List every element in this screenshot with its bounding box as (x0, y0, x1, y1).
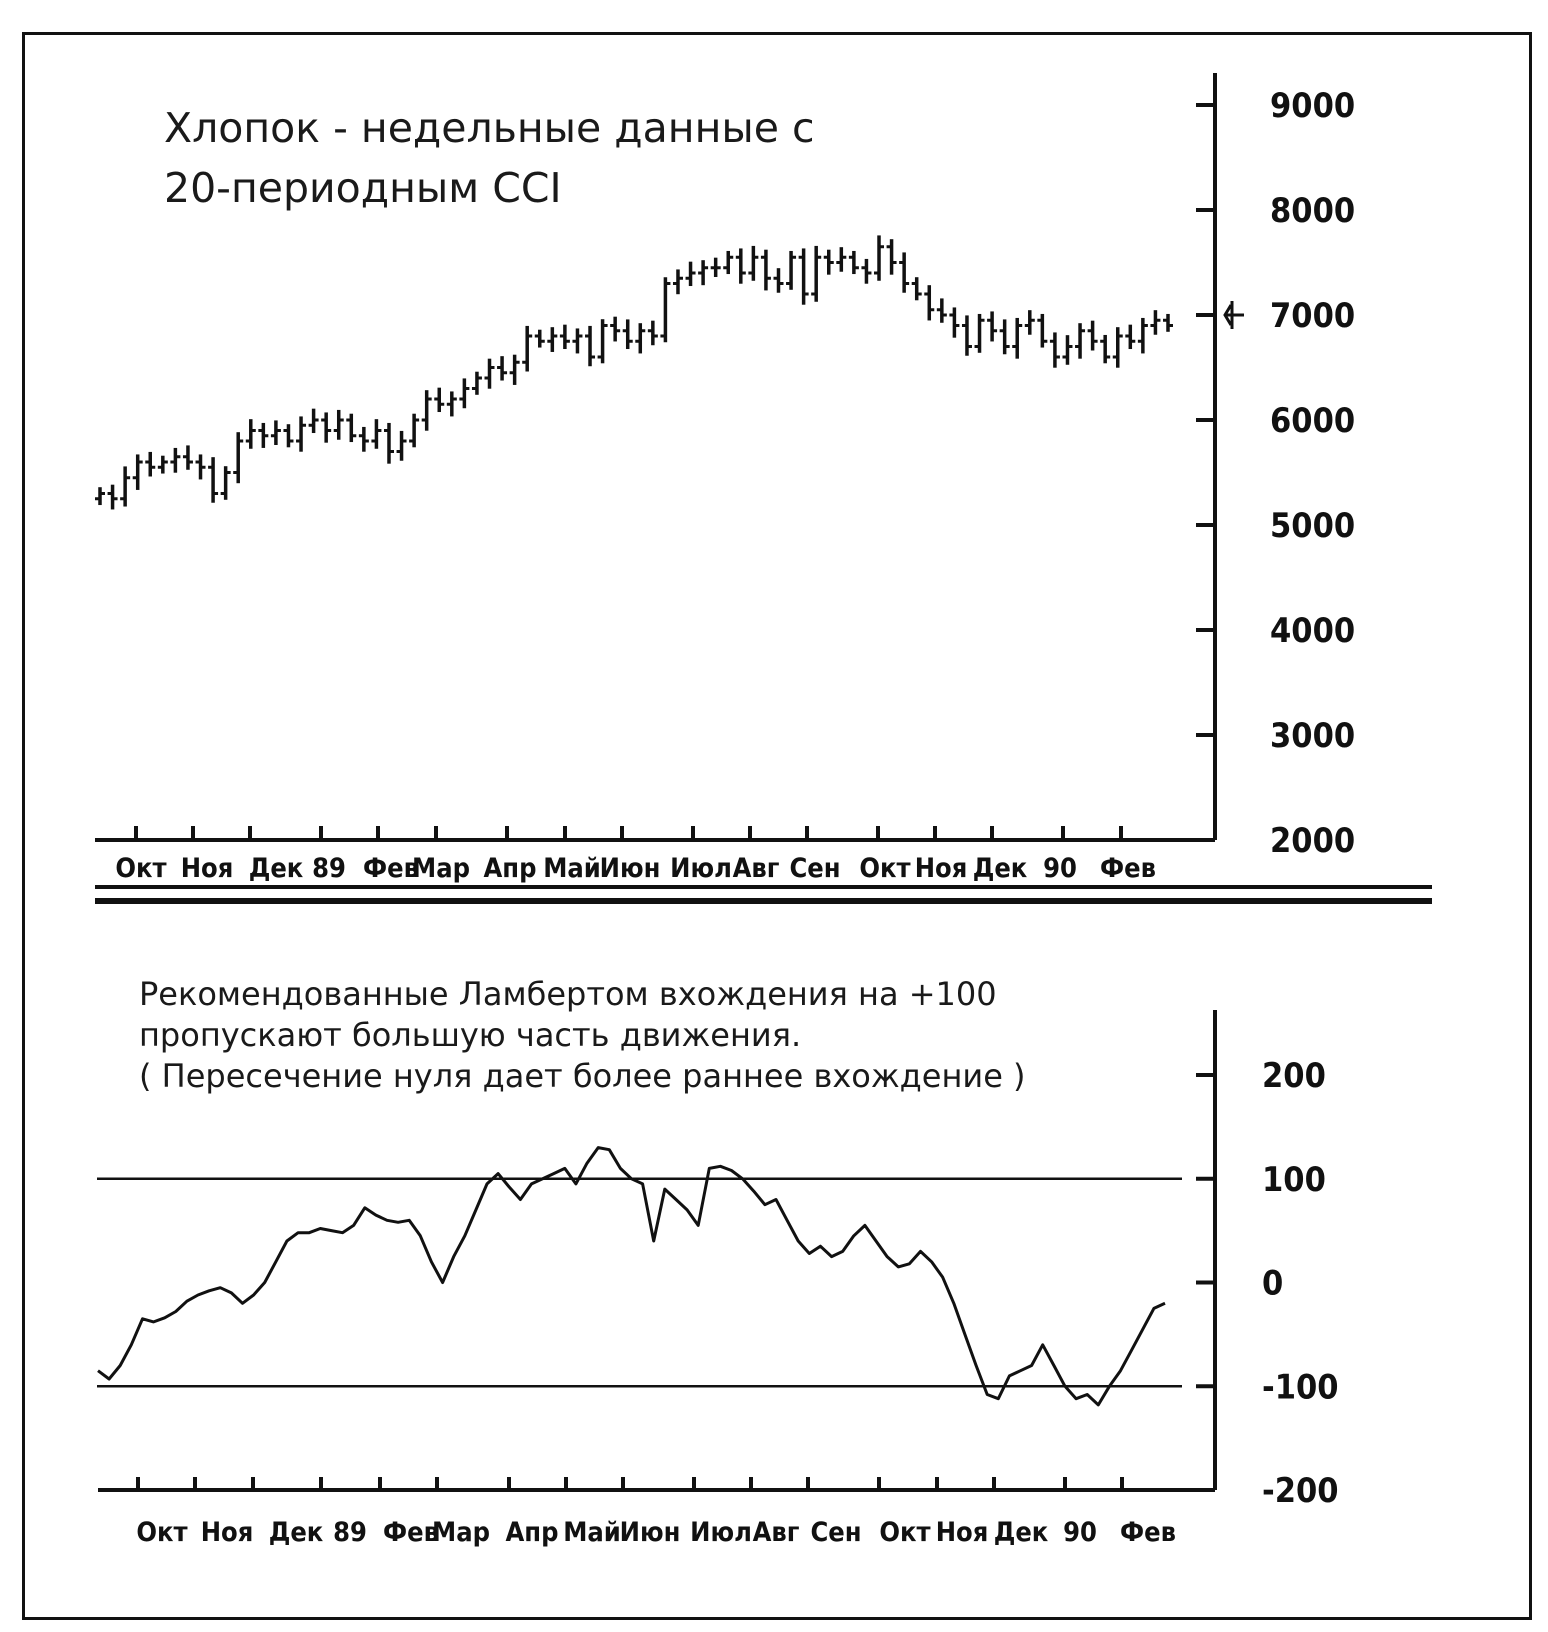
cci-y-tick-label: -100 (1262, 1367, 1339, 1408)
price-y-tick-label: 5000 (1270, 506, 1356, 546)
price-x-tick-label: Фев (363, 853, 419, 884)
price-x-tick-label: Окт (115, 853, 167, 884)
price-x-tick-label: Окт (859, 853, 911, 884)
cci-y-tick-label: 200 (1262, 1056, 1326, 1096)
last-price-marker (1225, 301, 1244, 329)
cci-line (98, 1148, 1165, 1405)
cci-x-tick-label: 90 (1063, 1517, 1097, 1548)
price-y-tick-label: 2000 (1270, 821, 1356, 861)
cci-x-tick-label: Июл (690, 1517, 752, 1548)
cci-x-tick-label: Апр (505, 1517, 559, 1548)
price-chart-title-line-2: 20-периодным CCI (164, 164, 562, 212)
price-y-tick-label: 3000 (1270, 716, 1356, 756)
price-x-tick-label: Мар (412, 853, 470, 884)
cci-x-tick-label: Фев (383, 1517, 439, 1548)
cci-chart-note-line-1: Рекомендованные Ламбертом вхождения на +100 (139, 975, 997, 1013)
cci-chart-note-line-3: ( Пересечение нуля дает более раннее вхождение ) (139, 1057, 1026, 1095)
price-x-tick-label: Сен (789, 853, 841, 884)
price-x-tick-label: Май (543, 853, 601, 884)
price-x-tick-label: Дек (248, 853, 304, 884)
cci-chart-note-line-2: пропускают большую часть движения. (139, 1016, 802, 1054)
price-x-tick-label: Дек (972, 853, 1028, 884)
price-y-tick-label: 4000 (1270, 611, 1356, 651)
cci-x-tick-label: 89 (333, 1517, 367, 1548)
cci-x-tick-label: Ноя (935, 1517, 989, 1548)
cci-x-tick-label: Мар (432, 1517, 490, 1548)
cci-x-tick-label: Авг (752, 1517, 800, 1548)
price-x-tick-label: Июн (599, 853, 661, 884)
cci-x-tick-label: Май (563, 1517, 621, 1548)
cci-x-tick-label: Июн (619, 1517, 681, 1548)
price-x-tick-label: 90 (1043, 853, 1077, 884)
price-y-tick-label: 7000 (1270, 296, 1356, 336)
cci-x-tick-label: Ноя (200, 1517, 254, 1548)
price-x-tick-label: Июл (670, 853, 732, 884)
price-y-tick-label: 9000 (1270, 86, 1356, 126)
price-x-tick-label: Авг (732, 853, 780, 884)
price-x-tick-label: Апр (483, 853, 537, 884)
price-chart-title-line-1: Хлопок - недельные данные с (164, 104, 815, 152)
price-x-tick-label: Ноя (180, 853, 234, 884)
price-y-tick-label: 8000 (1270, 191, 1356, 231)
cci-y-tick-label: 100 (1262, 1159, 1326, 1200)
cci-x-tick-label: Фев (1120, 1517, 1176, 1548)
price-x-tick-label: Ноя (914, 853, 968, 884)
cci-x-tick-label: Окт (136, 1517, 188, 1548)
price-x-tick-label: 89 (312, 853, 346, 884)
price-y-tick-label: 6000 (1270, 401, 1356, 441)
cci-x-tick-label: Дек (268, 1517, 324, 1548)
price-x-tick-label: Фев (1100, 853, 1156, 884)
cci-x-tick-label: Сен (810, 1517, 862, 1548)
cci-y-tick-label: 0 (1262, 1263, 1284, 1304)
cci-x-tick-label: Окт (879, 1517, 931, 1548)
cci-x-tick-label: Дек (993, 1517, 1049, 1548)
cci-y-tick-label: -200 (1262, 1471, 1339, 1511)
